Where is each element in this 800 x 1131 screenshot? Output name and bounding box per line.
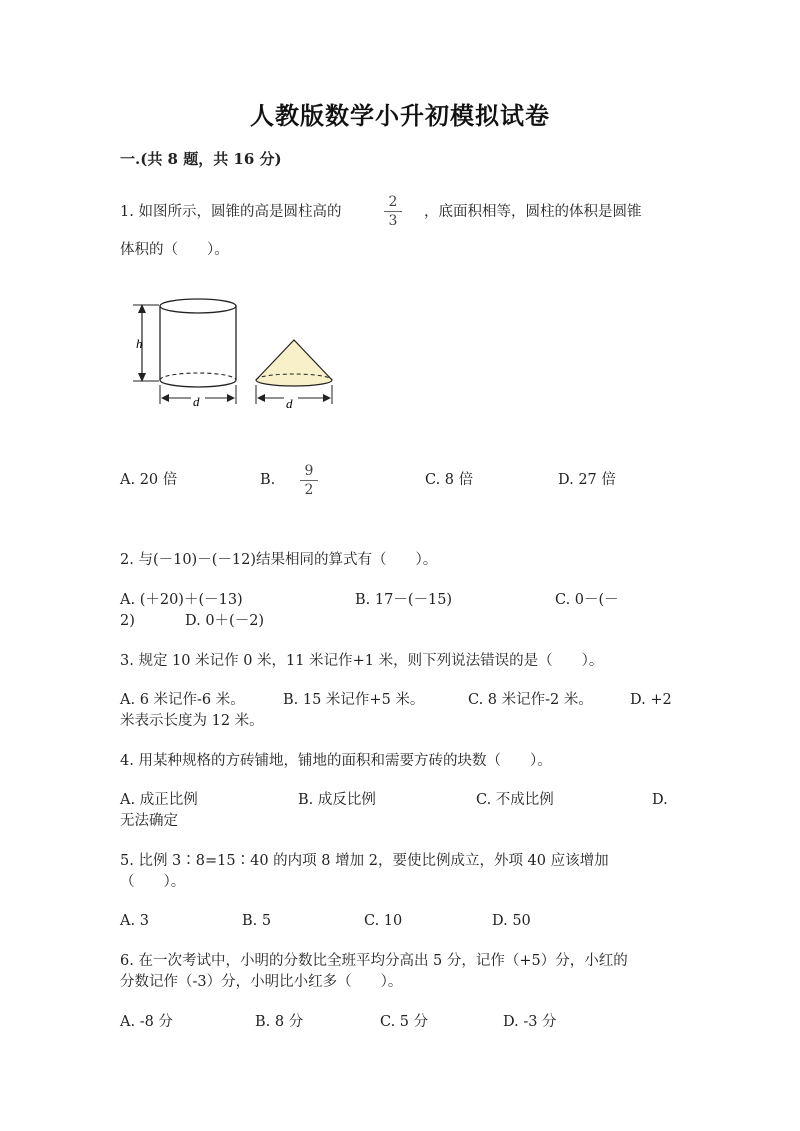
- fraction-denominator: 3: [388, 213, 398, 229]
- question-6-option-c[interactable]: C. 5 分: [380, 1014, 429, 1030]
- question-5-option-b[interactable]: B. 5: [242, 913, 272, 929]
- question-2-option-a[interactable]: A. (＋20)＋(－13): [120, 592, 243, 608]
- question-6-text: 6. 在一次考试中，小明的分数比全班平均分高出 5 分，记作（+5）分，小红的: [120, 953, 628, 969]
- cylinder-diameter-label: d: [193, 394, 200, 409]
- question-3-option-c[interactable]: C. 8 米记作-2 米。: [468, 692, 593, 708]
- question-3-option-d[interactable]: D. +2: [630, 692, 672, 708]
- question-6-option-b[interactable]: B. 8 分: [255, 1014, 304, 1030]
- question-4-option-b[interactable]: B. 成反比例: [298, 792, 376, 808]
- question-1-option-d[interactable]: D. 27 倍: [558, 472, 616, 488]
- fraction-denominator: 2: [304, 482, 314, 498]
- question-2-option-c[interactable]: C. 0－(－: [555, 592, 619, 608]
- question-4-option-c[interactable]: C. 不成比例: [476, 792, 554, 808]
- cone-diameter-label: d: [286, 396, 293, 411]
- question-6-text-continued: 分数记作（-3）分，小明比小红多（ ）。: [120, 974, 403, 990]
- question-1-text-b: ，底面积相等，圆柱的体积是圆锥: [424, 204, 642, 220]
- question-5-text: 5. 比例 3∶8=15∶40 的内项 8 增加 2，要使比例成立，外项 40 应该增加: [120, 853, 609, 869]
- question-2-option-b[interactable]: B. 17－(－15): [355, 592, 453, 608]
- question-1-option-c[interactable]: C. 8 倍: [425, 472, 474, 488]
- fraction-numerator: 2: [388, 194, 398, 210]
- fraction-numerator: 9: [304, 463, 314, 479]
- page-title: 人教版数学小升初模拟试卷: [250, 101, 550, 130]
- question-1-option-a[interactable]: A. 20 倍: [120, 472, 178, 488]
- question-2-text: 2. 与(－10)－(－12)结果相同的算式有（ ）。: [120, 552, 438, 568]
- question-5-option-c[interactable]: C. 10: [364, 913, 403, 929]
- question-1-fraction: [384, 194, 402, 229]
- question-4-text: 4. 用某种规格的方砖铺地，铺地的面积和需要方砖的块数（ ）。: [120, 753, 552, 769]
- question-5-option-d[interactable]: D. 50: [492, 913, 531, 929]
- height-label: h: [136, 336, 143, 351]
- question-6-option-d[interactable]: D. -3 分: [503, 1014, 557, 1030]
- question-1-text-a: 1. 如图所示，圆锥的高是圆柱高的: [120, 204, 342, 220]
- question-3-option-d-continued: 米表示长度为 12 米。: [120, 713, 264, 729]
- question-5-text-continued: （ ）。: [120, 874, 186, 890]
- question-1-line-1: [120, 202, 341, 222]
- cylinder-cone-figure: [125, 292, 345, 417]
- question-1-option-b-fraction: [300, 463, 318, 498]
- question-5-option-a[interactable]: A. 3: [120, 913, 149, 929]
- question-4-option-a[interactable]: A. 成正比例: [120, 792, 198, 808]
- question-4-option-d-continued: 无法确定: [120, 813, 178, 829]
- question-3-option-a[interactable]: A. 6 米记作-6 米。: [120, 692, 245, 708]
- question-2-option-c-continued: 2): [120, 613, 135, 629]
- question-1-line-2: 体积的（ ）。: [120, 242, 229, 258]
- section-header: 一.(共 8 题，共 16 分): [120, 150, 282, 168]
- question-3-option-b[interactable]: B. 15 米记作+5 米。: [283, 692, 425, 708]
- question-2-option-d[interactable]: D. 0＋(－2): [185, 613, 265, 629]
- question-6-option-a[interactable]: A. -8 分: [120, 1014, 173, 1030]
- question-1-option-b[interactable]: B.: [260, 472, 276, 488]
- question-4-option-d[interactable]: D.: [652, 792, 668, 808]
- question-3-text: 3. 规定 10 米记作 0 米，11 米记作+1 米，则下列说法错误的是（ ）。: [120, 653, 604, 669]
